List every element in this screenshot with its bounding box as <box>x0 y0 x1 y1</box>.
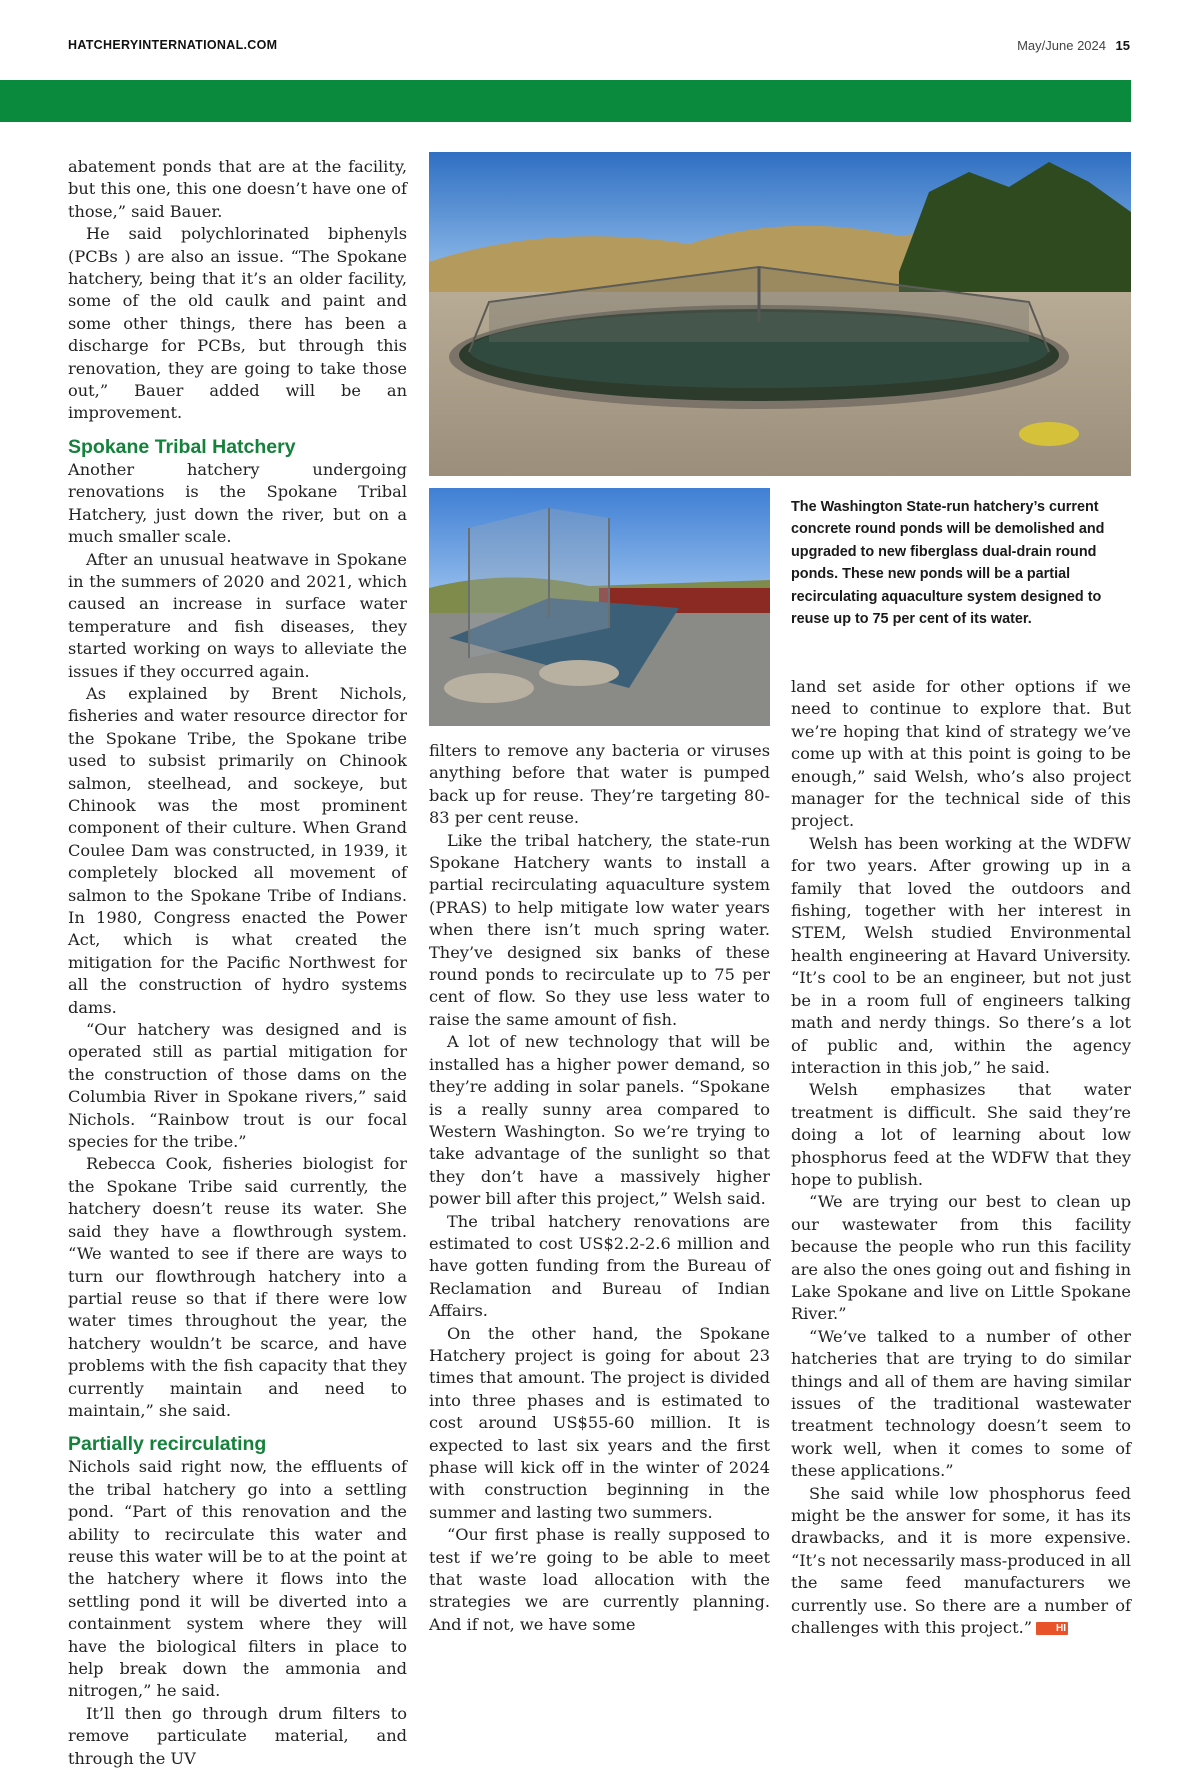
paragraph: It’ll then go through drum filters to remove particulate material, and through the UV <box>68 1703 407 1768</box>
subheading-partially-recirculating: Partially recirculating <box>68 1433 267 1456</box>
paragraph: abatement ponds that are at the facility, but this one, this one doesn’t have one of those,” said Bauer. <box>68 157 407 221</box>
hatchery-international-end-logo: HI <box>1036 1622 1068 1635</box>
photo-round-pond <box>429 152 1131 476</box>
paragraph-final <box>791 1483 1131 1640</box>
paragraph: A lot of new technology that will be installed has a higher power demand, so they’re adding in solar panels. “Spokane is a really sunny area compared to Western Washington. So we’re trying to take advantage of the sunlight so that they don’t have a massively higher power bill after this project,” Welsh said. <box>429 1032 770 1209</box>
subheading-spokane-tribal-hatchery: Spokane Tribal Hatchery <box>68 435 296 458</box>
paragraph: filters to remove any bacteria or viruses anything before that water is pumped back up for reuse. They’re targeting 80-83 per cent reuse. <box>429 741 770 828</box>
article-column-1 <box>68 156 407 1770</box>
paragraph: Welsh has been working at the WDFW for two years. After growing up in a family that loved the outdoors and fishing, together with her interest in STEM, Welsh studied Environmental health engineering at Havard University. “It’s cool to be an engineer, but not just be in a room full of engineers talking math and nerdy things. So there’s a lot of public and, within the agency interaction in this job,” he said. <box>791 833 1131 1077</box>
paragraph: “We’ve talked to a number of other hatcheries that are trying to do similar things and all of them are having similar issues of the traditional wastewater treatment technology doesn’t seem to work well, when it comes to some of these applications.” <box>791 1326 1131 1481</box>
photo-raceways <box>429 488 770 726</box>
paragraph: Welsh emphasizes that water treatment is difficult. She said they’re doing a lot of learning about low phosphorus feed at the WDFW that they hope to publish. <box>791 1080 1131 1189</box>
paragraph: Like the tribal hatchery, the state-run Spokane Hatchery wants to install a partial recirculating aquaculture system (PRAS) to help mitigate low water years when there isn’t much spring water. They’ve designed six banks of these round ponds to recirculate up to 75 per cent of flow. So they use less water to raise the same amount of fish. <box>429 830 770 1029</box>
paragraph: “Our hatchery was designed and is operated still as partial mitigation for the construction of those dams on the Columbia River in Spokane rivers,” said Nichols. “Rainbow trout is our focal species for the tribe.” <box>68 1020 407 1152</box>
paragraph: As explained by Brent Nichols, fisheries and water resource director for the Spokane Tribe, the Spokane tribe used to subsist primarily on Chinook salmon, steelhead, and sockeye, but Chinook was the most prominent component of their culture. When Grand Coulee Dam was constructed, in 1939, it completely blocked all movement of salmon to the Spokane Tribe of Indians. In 1980, Congress enacted the Power Act, which is what created the mitigation for the Pacific Northwest for all the construction of hydro systems dams. <box>68 683 407 1017</box>
paragraph: “We are trying our best to clean up our wastewater from this facility because the people who run this facility are also the ones going out and fishing in Lake Spokane and live on Little Spokane River.” <box>791 1192 1131 1324</box>
paragraph: Another hatchery undergoing renovations is the Spokane Tribal Hatchery, just down the river, but on a much smaller scale. <box>68 459 407 547</box>
final-paragraph-text: She said while low phosphorus feed might be the answer for some, it has its drawbacks, and it is more expensive. “It’s not necessarily mass-produced in all the same feed manufacturers we currently use. So there are a number of challenges with this project.” <box>791 1483 1131 1638</box>
paragraph: He said polychlorinated biphenyls (PCBs ) are also an issue. “The Spokane hatchery, being that it’s an older facility, some of the old caulk and paint and some other things, there has been a discharge for PCBs, but through this renovation, they are going to take those out,” Bauer added will be an improvement. <box>68 224 407 423</box>
page-header <box>68 38 1130 58</box>
paragraph: Nichols said right now, the effluents of the tribal hatchery go into a settling pond. “Part of this renovation and the ability to recirculate this water and reuse this water will be to at the point at the hatchery where it flows into the settling pond it will be diverted into a containment system where they will have the biological filters in place to help break down the ammonia and nitrogen,” he said. <box>68 1457 407 1701</box>
paragraph: “Our first phase is really supposed to test if we’re going to be able to meet that waste load allocation with the strategies we are currently planning. And if not, we have some <box>429 1525 770 1634</box>
paragraph: The tribal hatchery renovations are estimated to cost US$2.2-2.6 million and have gotten funding from the Bureau of Reclamation and Bureau of Indian Affairs. <box>429 1211 770 1321</box>
site-name: HATCHERYINTERNATIONAL.COM <box>68 38 278 52</box>
paragraph: After an unusual heatwave in Spokane in the summers of 2020 and 2021, which caused an increase in surface water temperature and fish diseases, they started working on ways to alleviate the issues if they occurred again. <box>68 549 407 681</box>
page-number: 15 <box>1115 38 1130 53</box>
paragraph: land set aside for other options if we need to continue to explore that. But we’re hoping that kind of strategy we’ve come up with at this point is going to be enough,” said Welsh, who’s also project manager for the technical side of this project. <box>791 677 1131 831</box>
green-header-band <box>0 80 1131 122</box>
issue-date: May/June 2024 <box>1017 38 1106 53</box>
article-column-3 <box>791 676 1131 1639</box>
article-column-2 <box>429 740 770 1636</box>
photo-round-pond-image <box>429 152 1131 476</box>
paragraph: On the other hand, the Spokane Hatchery project is going for about 23 times that amount. The project is divided into three phases and is estimated to cost around US$55-60 million. It is expected to last six years and the first phase will kick off in the winter of 2024 with construction beginning in the summer and lasting two summers. <box>429 1323 770 1522</box>
photo-caption: The Washington State-run hatchery’s current concrete round ponds will be demolished and upgraded to new fiberglass dual-drain round ponds. These new ponds will be a partial recirculating aquaculture system designed to reuse up to 75 per cent of its water. <box>791 499 1105 628</box>
photo-raceways-image <box>429 488 770 726</box>
paragraph: Rebecca Cook, fisheries biologist for the Spokane Tribe said currently, the hatchery doesn’t reuse its water. She said they have a flowthrough system. “We wanted to see if there are ways to turn our flowthrough hatchery into a partial reuse so that if there were low water times throughout the year, the hatchery wouldn’t be scarce, and have problems with the fish capacity that they currently maintain and need to maintain,” she said. <box>68 1154 407 1420</box>
